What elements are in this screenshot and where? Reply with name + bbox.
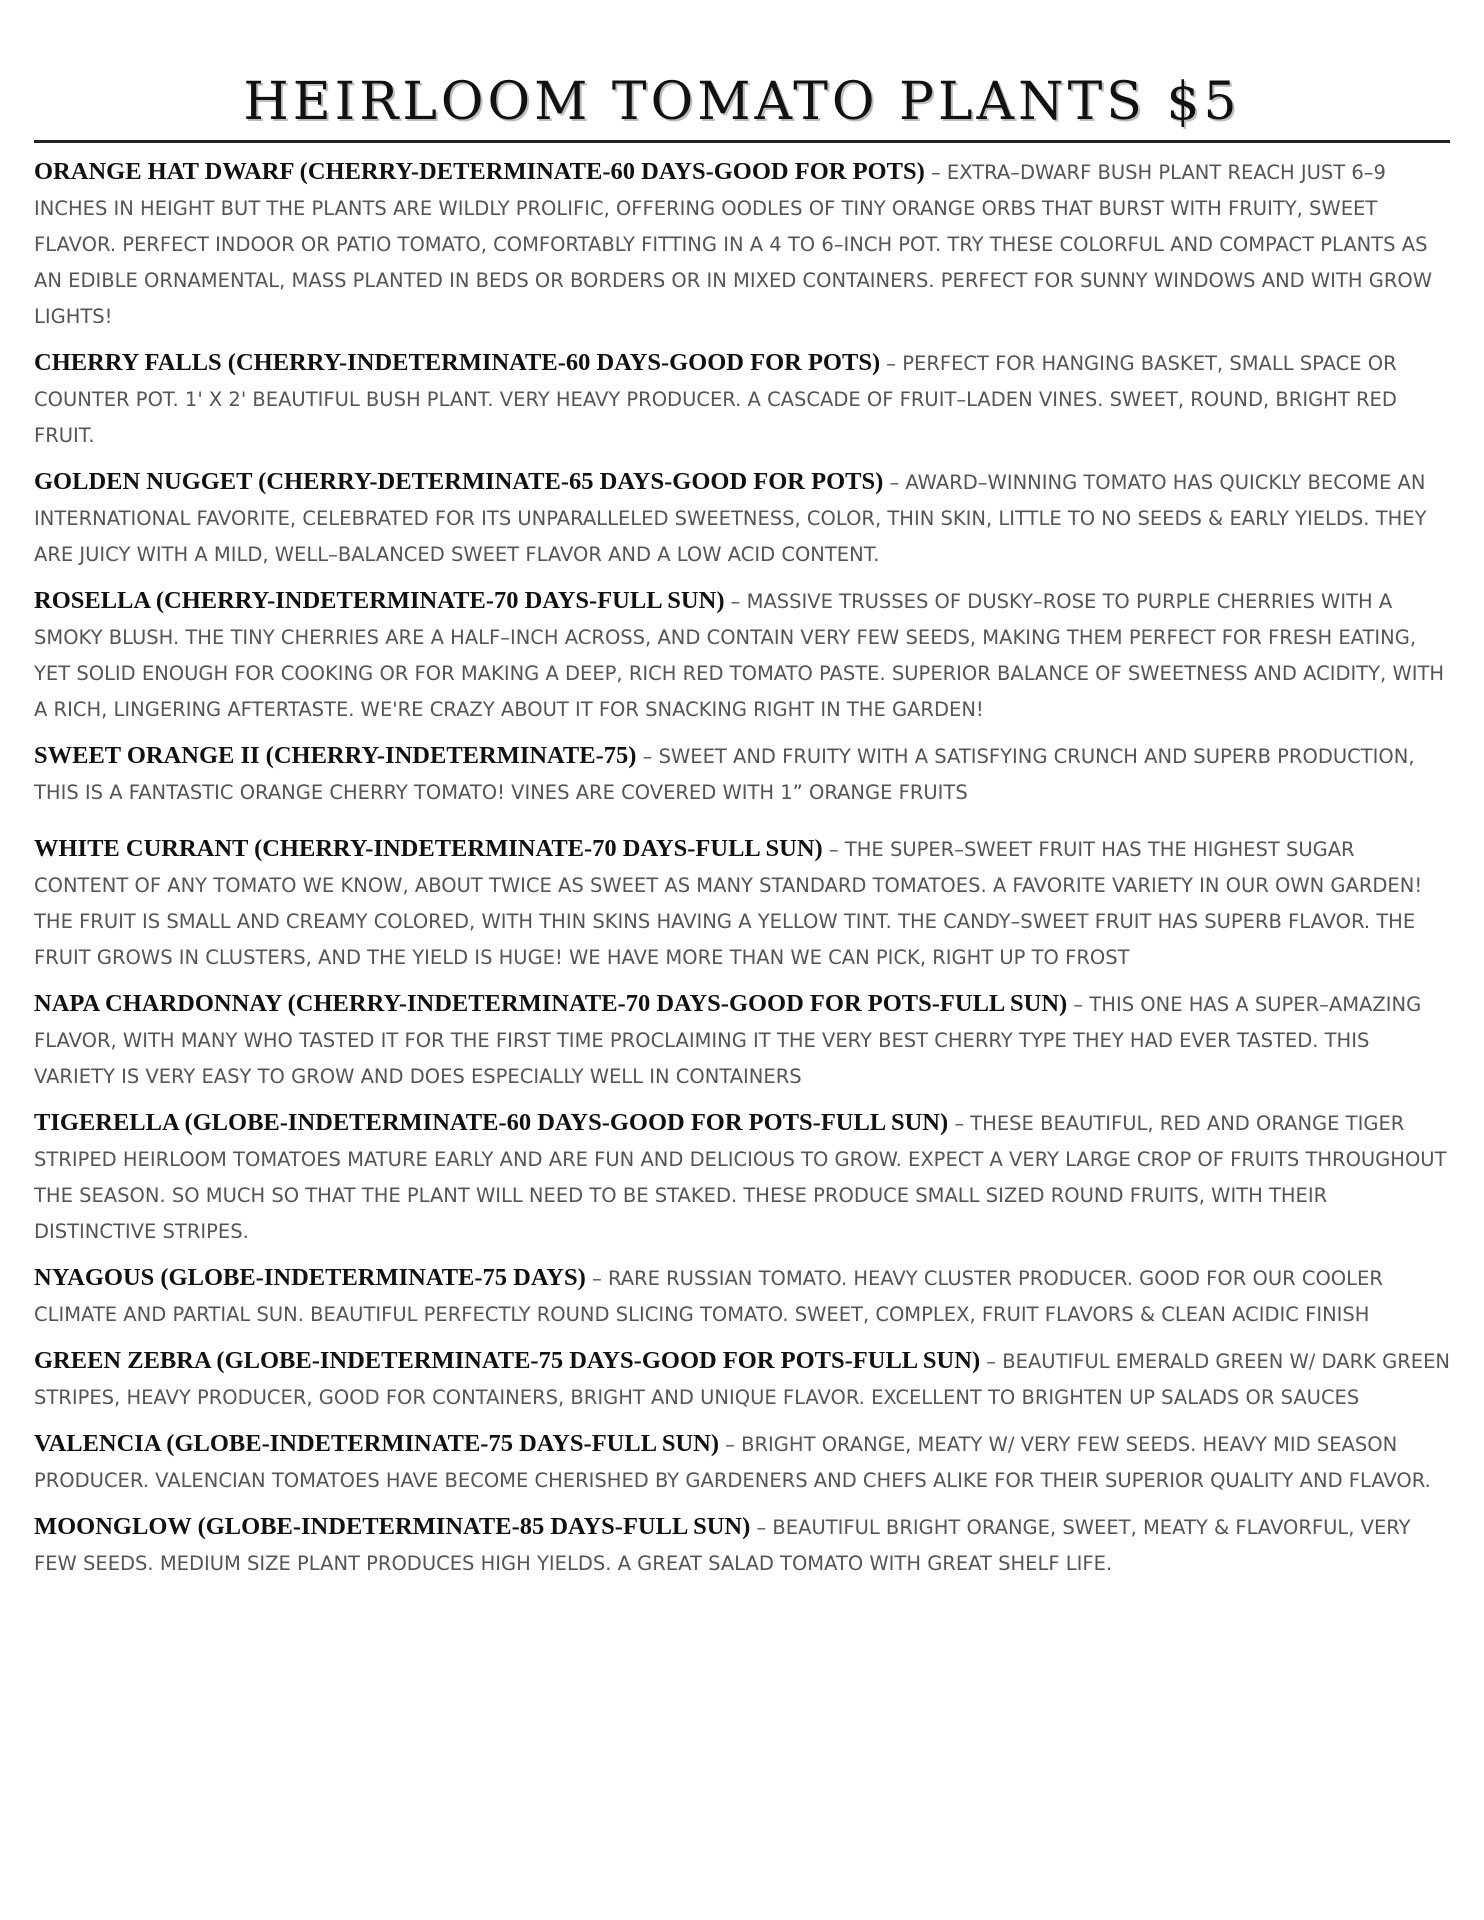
variety-entry bbox=[34, 155, 1450, 336]
variety-entry bbox=[34, 987, 1450, 1096]
variety-entry bbox=[34, 1344, 1450, 1417]
flyer-page bbox=[34, 0, 1450, 1593]
variety-description: – BRIGHT ORANGE, MEATY W/ VERY FEW SEEDS. HEAVY MID SEASON PRODUCER. VALENCIAN TOMATOES HAVE BECOME CHERISHED BY GARDENERS AND CHEFS ALIKE FOR THEIR SUPERIOR QUALITY AND FLAVOR. bbox=[34, 1433, 1431, 1492]
variety-name: WHITE CURRANT (CHERRY-INDETERMINATE-70 DAYS-FULL SUN) bbox=[34, 835, 823, 862]
variety-entry bbox=[34, 1106, 1450, 1251]
variety-name: NAPA CHARDONNAY (CHERRY-INDETERMINATE-70 DAYS-GOOD FOR POTS-FULL SUN) bbox=[34, 990, 1068, 1017]
variety-name: TIGERELLA (GLOBE-INDETERMINATE-60 DAYS-GOOD FOR POTS-FULL SUN) bbox=[34, 1109, 949, 1136]
variety-entry bbox=[34, 1261, 1450, 1334]
variety-description: – MASSIVE TRUSSES OF DUSKY–ROSE TO PURPLE CHERRIES WITH A SMOKY BLUSH. THE TINY CHERRIES ARE A HALF–INCH ACROSS, AND CONTAIN VERY FEW SEEDS, MAKING THEM PERFECT FOR FRESH EATING, YET SOLID ENOUGH FOR COOKING OR FOR MAKING A DEEP, RICH RED TOMATO PASTE. SUPERIOR BALANCE OF SWEETNESS AND ACIDITY, WITH A RICH, LINGERING AFTERTASTE. WE'RE CRAZY ABOUT IT FOR SNACKING RIGHT IN THE GARDEN! bbox=[34, 590, 1445, 721]
variety-name: SWEET ORANGE II (CHERRY-INDETERMINATE-75) bbox=[34, 742, 637, 769]
variety-entry bbox=[34, 465, 1450, 574]
variety-description: – RARE RUSSIAN TOMATO. HEAVY CLUSTER PRODUCER. GOOD FOR OUR COOLER CLIMATE AND PARTIAL SUN. BEAUTIFUL PERFECTLY ROUND SLICING TOMATO. SWEET, COMPLEX, FRUIT FLAVORS & CLEAN ACIDIC FINISH bbox=[34, 1267, 1383, 1326]
variety-name: GREEN ZEBRA (GLOBE-INDETERMINATE-75 DAYS-GOOD FOR POTS-FULL SUN) bbox=[34, 1347, 981, 1374]
variety-name: CHERRY FALLS (CHERRY-INDETERMINATE-60 DAYS-GOOD FOR POTS) bbox=[34, 349, 881, 376]
variety-description: – SWEET AND FRUITY WITH A SATISFYING CRUNCH AND SUPERB PRODUCTION, THIS IS A FANTASTIC ORANGE CHERRY TOMATO! VINES ARE COVERED WITH 1” ORANGE FRUITS bbox=[34, 745, 1415, 804]
variety-name: VALENCIA (GLOBE-INDETERMINATE-75 DAYS-FULL SUN) bbox=[34, 1430, 719, 1457]
variety-entry bbox=[34, 1427, 1450, 1500]
variety-description: – THE SUPER–SWEET FRUIT HAS THE HIGHEST SUGAR CONTENT OF ANY TOMATO WE KNOW, ABOUT TWICE AS SWEET AS MANY STANDARD TOMATOES. A FAVORITE VARIETY IN OUR OWN GARDEN! THE FRUIT IS SMALL AND CREAMY COLORED, WITH THIN SKINS HAVING A YELLOW TINT. THE CANDY–SWEET FRUIT HAS SUPERB FLAVOR. THE FRUIT GROWS IN CLUSTERS, AND THE YIELD IS HUGE! WE HAVE MORE THAN WE CAN PICK, RIGHT UP TO FROST bbox=[34, 838, 1423, 969]
variety-description: – THIS ONE HAS A SUPER–AMAZING FLAVOR, WITH MANY WHO TASTED IT FOR THE FIRST TIME PROCLAIMING IT THE VERY BEST CHERRY TYPE THEY HAD EVER TASTED. THIS VARIETY IS VERY EASY TO GROW AND DOES ESPECIALLY WELL IN CONTAINERS bbox=[34, 993, 1422, 1088]
variety-name: ORANGE HAT DWARF (CHERRY-DETERMINATE-60 DAYS-GOOD FOR POTS) bbox=[34, 158, 925, 185]
variety-entry bbox=[34, 346, 1450, 455]
variety-entry bbox=[34, 1510, 1450, 1583]
variety-name: ROSELLA (CHERRY-INDETERMINATE-70 DAYS-FULL SUN) bbox=[34, 587, 725, 614]
variety-description: – PERFECT FOR HANGING BASKET, SMALL SPACE OR COUNTER POT. 1' X 2' BEAUTIFUL BUSH PLANT. VERY HEAVY PRODUCER. A CASCADE OF FRUIT–LADEN VINES. SWEET, ROUND, BRIGHT RED FRUIT. bbox=[34, 352, 1397, 447]
title-divider bbox=[34, 140, 1450, 143]
variety-description: – BEAUTIFUL BRIGHT ORANGE, SWEET, MEATY & FLAVORFUL, VERY FEW SEEDS. MEDIUM SIZE PLANT PRODUCES HIGH YIELDS. A GREAT SALAD TOMATO WITH GREAT SHELF LIFE. bbox=[34, 1516, 1411, 1575]
variety-description: – EXTRA–DWARF BUSH PLANT REACH JUST 6–9 INCHES IN HEIGHT BUT THE PLANTS ARE WILDLY PROLIFIC, OFFERING OODLES OF TINY ORANGE ORBS THAT BURST WITH FRUITY, SWEET FLAVOR. PERFECT INDOOR OR PATIO TOMATO, COMFORTABLY FITTING IN A 4 TO 6–INCH POT. TRY THESE COLORFUL AND COMPACT PLANTS AS AN EDIBLE ORNAMENTAL, MASS PLANTED IN BEDS OR BORDERS OR IN MIXED CONTAINERS. PERFECT FOR SUNNY WINDOWS AND WITH GROW LIGHTS! bbox=[34, 161, 1432, 328]
variety-name: GOLDEN NUGGET (CHERRY-DETERMINATE-65 DAYS-GOOD FOR POTS) bbox=[34, 468, 884, 495]
variety-description: – BEAUTIFUL EMERALD GREEN W/ DARK GREEN STRIPES, HEAVY PRODUCER, GOOD FOR CONTAINERS, BRIGHT AND UNIQUE FLAVOR. EXCELLENT TO BRIGHTEN UP SALADS OR SAUCES bbox=[34, 1350, 1450, 1409]
variety-entry bbox=[34, 584, 1450, 729]
variety-description: – THESE BEAUTIFUL, RED AND ORANGE TIGER STRIPED HEIRLOOM TOMATOES MATURE EARLY AND ARE FUN AND DELICIOUS TO GROW. EXPECT A VERY LARGE CROP OF FRUITS THROUGHOUT THE SEASON. SO MUCH SO THAT THE PLANT WILL NEED TO BE STAKED. THESE PRODUCE SMALL SIZED ROUND FRUITS, WITH THEIR DISTINCTIVE STRIPES. bbox=[34, 1112, 1447, 1243]
page-title: HEIRLOOM TOMATO PLANTS $5 bbox=[243, 72, 1241, 132]
variety-entry bbox=[34, 739, 1450, 812]
variety-name: NYAGOUS (GLOBE-INDETERMINATE-75 DAYS) bbox=[34, 1264, 586, 1291]
variety-name: MOONGLOW (GLOBE-INDETERMINATE-85 DAYS-FULL SUN) bbox=[34, 1513, 751, 1540]
variety-description: – AWARD–WINNING TOMATO HAS QUICKLY BECOME AN INTERNATIONAL FAVORITE, CELEBRATED FOR ITS UNPARALLELED SWEETNESS, COLOR, THIN SKIN, LITTLE TO NO SEEDS & EARLY YIELDS. THEY ARE JUICY WITH A MILD, WELL–BALANCED SWEET FLAVOR AND A LOW ACID CONTENT. bbox=[34, 471, 1427, 566]
variety-entry bbox=[34, 832, 1450, 977]
